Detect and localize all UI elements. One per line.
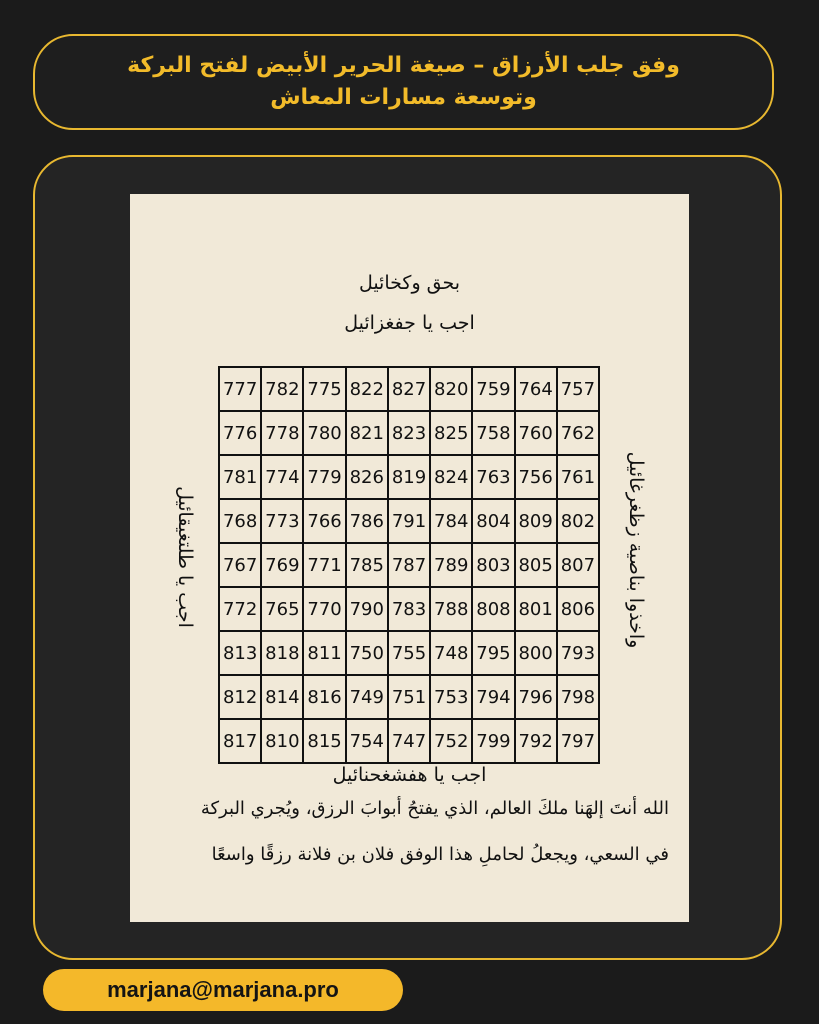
grid-cell: 808: [472, 587, 514, 631]
grid-cell: 775: [303, 367, 345, 411]
grid-cell: 771: [303, 543, 345, 587]
top-invocation-1: بحق وكخائيل: [358, 272, 461, 294]
magic-square-grid: [218, 366, 600, 764]
grid-cell: 783: [388, 587, 430, 631]
grid-cell: 805: [515, 543, 557, 587]
grid-cell: 753: [430, 675, 472, 719]
grid-cell: 755: [388, 631, 430, 675]
grid-cell: 767: [219, 543, 261, 587]
grid-cell: 801: [515, 587, 557, 631]
grid-cell: 796: [515, 675, 557, 719]
grid-cell: 776: [219, 411, 261, 455]
grid-cell: 758: [472, 411, 514, 455]
grid-cell: 809: [515, 499, 557, 543]
grid-cell: 754: [346, 719, 388, 763]
grid-cell: 765: [261, 587, 303, 631]
grid-cell: 815: [303, 719, 345, 763]
grid-cell: 816: [303, 675, 345, 719]
grid-cell: 789: [430, 543, 472, 587]
grid-cell: 782: [261, 367, 303, 411]
title-line-1: وفق جلب الأرزاق – صيغة الحرير الأبيض لفتح البركة: [127, 53, 680, 78]
grid-cell: 790: [346, 587, 388, 631]
grid-cell: 750: [346, 631, 388, 675]
grid-cell: 768: [219, 499, 261, 543]
grid-cell: 778: [261, 411, 303, 455]
grid-cell: 747: [388, 719, 430, 763]
grid-cell: 756: [515, 455, 557, 499]
grid-cell: 824: [430, 455, 472, 499]
grid-cell: 793: [557, 631, 599, 675]
grid-cell: 825: [430, 411, 472, 455]
grid-cell: 807: [557, 543, 599, 587]
grid-cell: 799: [472, 719, 514, 763]
top-invocation-2: اجب يا جفغزائيل: [344, 312, 475, 334]
grid-cell: 795: [472, 631, 514, 675]
grid-cell: 751: [388, 675, 430, 719]
grid-cell: 820: [430, 367, 472, 411]
grid-row: [219, 675, 599, 719]
grid-cell: 800: [515, 631, 557, 675]
grid-cell: 772: [219, 587, 261, 631]
grid-cell: 798: [557, 675, 599, 719]
grid-cell: 766: [303, 499, 345, 543]
grid-cell: 779: [303, 455, 345, 499]
grid-cell: 780: [303, 411, 345, 455]
grid-cell: 797: [557, 719, 599, 763]
grid-cell: 787: [388, 543, 430, 587]
grid-cell: 823: [388, 411, 430, 455]
grid-cell: 749: [346, 675, 388, 719]
grid-cell: 813: [219, 631, 261, 675]
grid-row: [219, 367, 599, 411]
grid-cell: 826: [346, 455, 388, 499]
grid-cell: 810: [261, 719, 303, 763]
grid-cell: 769: [261, 543, 303, 587]
grid-cell: 817: [219, 719, 261, 763]
grid-cell: 786: [346, 499, 388, 543]
grid-cell: 752: [430, 719, 472, 763]
grid-row: [219, 719, 599, 763]
grid-row: [219, 543, 599, 587]
title-line-2: وتوسعة مسارات المعاش: [270, 85, 537, 110]
email-link[interactable]: marjana@marjana.pro: [43, 969, 403, 1011]
grid-cell: 827: [388, 367, 430, 411]
grid-cell: 785: [346, 543, 388, 587]
grid-row: [219, 499, 599, 543]
grid-cell: 792: [515, 719, 557, 763]
grid-cell: 761: [557, 455, 599, 499]
grid-cell: 748: [430, 631, 472, 675]
grid-cell: 759: [472, 367, 514, 411]
right-side-invocation: واخذوا بناصية زظغرغائيل: [625, 451, 647, 649]
bottom-invocation: اجب يا هفشغحنائيل: [332, 764, 487, 786]
grid-cell: 811: [303, 631, 345, 675]
grid-cell: 757: [557, 367, 599, 411]
grid-cell: 774: [261, 455, 303, 499]
prayer-line-1: الله أنتَ إلهَنا ملكَ العالم، الذي يفتحُ أبوابَ الرزق، ويُجري البركة: [200, 798, 669, 819]
left-side-invocation: اجب يا طلتغيقائيل: [174, 486, 196, 628]
prayer-line-2: في السعي، ويجعلُ لحاملِ هذا الوفق فلان بن فلانة رزقًا واسعًا: [211, 844, 669, 865]
grid-cell: 802: [557, 499, 599, 543]
grid-cell: 781: [219, 455, 261, 499]
grid-cell: 763: [472, 455, 514, 499]
grid-cell: 784: [430, 499, 472, 543]
grid-cell: 770: [303, 587, 345, 631]
grid-cell: 760: [515, 411, 557, 455]
grid-cell: 791: [388, 499, 430, 543]
grid-cell: 818: [261, 631, 303, 675]
grid-cell: 822: [346, 367, 388, 411]
grid-cell: 806: [557, 587, 599, 631]
grid-cell: 804: [472, 499, 514, 543]
grid-cell: 803: [472, 543, 514, 587]
grid-cell: 814: [261, 675, 303, 719]
grid-cell: 788: [430, 587, 472, 631]
grid-cell: 812: [219, 675, 261, 719]
grid-row: [219, 455, 599, 499]
grid-cell: 819: [388, 455, 430, 499]
grid-cell: 764: [515, 367, 557, 411]
talisman-paper: [130, 194, 689, 922]
grid-cell: 821: [346, 411, 388, 455]
grid-cell: 762: [557, 411, 599, 455]
grid-cell: 777: [219, 367, 261, 411]
title-banner: [33, 34, 774, 130]
grid-cell: 773: [261, 499, 303, 543]
grid-cell: 794: [472, 675, 514, 719]
grid-row: [219, 631, 599, 675]
grid-row: [219, 411, 599, 455]
grid-row: [219, 587, 599, 631]
